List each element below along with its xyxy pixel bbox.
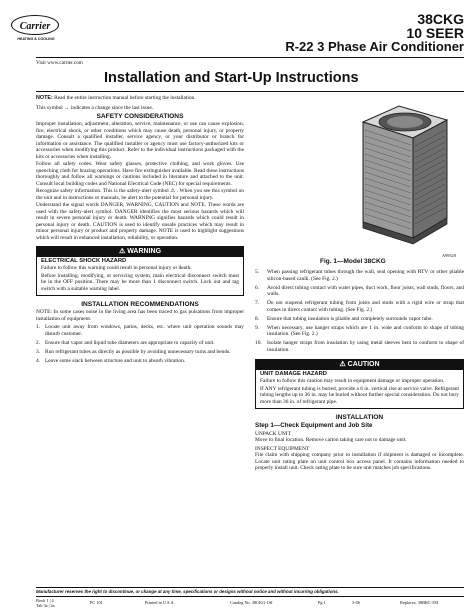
product-name: R-22 3 Phase Air Conditioner	[285, 39, 464, 54]
caution-heading: UNIT DAMAGE HAZARD	[260, 371, 327, 377]
carrier-logo	[11, 15, 59, 35]
title-rule	[36, 91, 464, 92]
caution-bar: ⚠ CAUTION	[256, 360, 463, 370]
list-item: 3. Run refrigerant tubes as directly as possible by avoiding unnecessary turns and bends.	[36, 348, 231, 355]
book-tab-box	[36, 598, 76, 608]
list-item: 8. Ensure that tubing insulation is pliable and completely surrounds vapor tube.	[255, 315, 433, 322]
website-link[interactable]: Visit www.carrier.com	[36, 60, 83, 66]
logo-subtitle: HEATING & COOLING	[17, 37, 55, 41]
safety-paragraph-3: Recognize safety information. This is the safety-alert symbol ⚠ . When you see this symbol on the unit and in instructions or manuals, be alert to the potential for personal injury.	[36, 188, 244, 201]
condenser-unit-drawing	[335, 100, 463, 250]
warning-text-1: Failure to follow this warning could result in personal injury or death.	[41, 265, 192, 271]
figure-code: A99528	[442, 253, 456, 258]
warning-text-2: Before installing, modifying, or servicing system, main electrical disconnect switch must be in the OFF position. There may be more than 1 disconnect switch. Lock out and tag switch with a suitable warning label.	[41, 272, 239, 292]
note-paragraph	[36, 95, 244, 102]
list-item: 10. Isolate hanger straps from insulation by using metal sleeves bent to conform to shape of insulation.	[255, 340, 464, 353]
unit-illustration	[335, 100, 463, 250]
safety-paragraph-4: Understand the signal words DANGER, WARNING, CAUTION and NOTE. These words are used with the safety-alert symbol. DANGER identifies the most serious hazards which will result in severe personal injury or death. WARNING signifies hazards which could result in personal injury or death. CAUTION is used to identify unsafe practices which may result in minor personal injury or product and property damage. NOTE is used to highlight suggestions which will result in enhanced installation, reliability, or operation.	[36, 202, 244, 241]
list-item: 7. Do not suspend refrigerant tubing from joists and studs with a rigid wire or strap that comes in direct contact with tubing. (See Fig. 2.)	[255, 300, 464, 313]
installation-heading: INSTALLATION	[335, 414, 384, 421]
list-item: 6. Avoid direct tubing contact with water pipes, duct work, floor joists, wall studs, floors, and walls.	[255, 284, 464, 297]
footer-printed: Printed in U.S.A.	[145, 600, 175, 605]
footer-page: Pg 1	[318, 600, 326, 605]
inspect-text: File claim with shipping company prior to installation if shipment is damaged or incomplete. Locate unit rating plate on unit control box access panel. It contains information needed to properly install unit. Check rating plate to be sure unit matches job specifications.	[255, 452, 464, 471]
list-item: 2. Ensure that vapor and liquid tube diameters are appropriate to capacity of unit.	[36, 339, 215, 346]
warning-heading: ELECTRICAL SHOCK HAZARD	[41, 258, 127, 264]
list-item: 4. Leave some slack between structure and unit to absorb vibration.	[36, 357, 186, 364]
safety-paragraph-1: Improper installation, adjustment, alteration, service, maintenance, or use can cause explosion, fire, electrical shock, or other conditions which may cause death, personal injury, or property damage. Consult a qualified installer, service agency, or your distributor or branch for information or assistance. The qualified installer or agency must use factory-authorized kits or accessories when modifying this product. Refer to the individual instructions packaged with the kits or accessories when installing.	[36, 121, 244, 160]
seer-rating: 10 SEER	[406, 25, 464, 41]
safety-heading: SAFETY CONSIDERATIONS	[96, 113, 184, 120]
tab-row: Tab 3a | 2a	[36, 603, 55, 608]
model-number: 38CKG	[417, 11, 464, 27]
footer-disclaimer: Manufacturer reserves the right to discontinue, or change at any time, specifications or designs without notice and without incurring obligations.	[36, 589, 339, 594]
inspect-heading: INSPECT EQUIPMENT	[255, 445, 310, 452]
footer-catalog: Catalog No. 38CKG-1SI	[230, 600, 273, 605]
warning-bar: ⚠ WARNING	[37, 247, 243, 257]
right-list	[255, 269, 464, 472]
book-row: Book 1 | 4	[36, 598, 54, 603]
footer-pc: PC 101	[90, 600, 103, 605]
change-symbol-text: This symbol → indicates a change since the last issue.	[36, 104, 154, 111]
caution-text-1: Failure to follow this caution may result in equipment damage or improper operation.	[260, 378, 445, 384]
figure-caption: Fig. 1—Model 38CKG	[320, 258, 386, 265]
left-column	[36, 95, 244, 367]
footer-rule	[36, 587, 464, 588]
header-rule	[36, 57, 464, 58]
safety-paragraph-2: Follow all safety codes. Wear safety glasses, protective clothing, and work gloves. Use quenching cloth for brazing operations. Have fire extinguisher available. Read these instructions thoroughly and follow all warnings or cautions included in literature and attached to the unit. Consult local building codes and National Electrical Code (NEC) for special requirements.	[36, 161, 244, 187]
logo-text: Carrier	[19, 21, 51, 32]
footer-replaces: Replaces: 38BRC-5SI	[400, 600, 439, 605]
caution-box	[255, 359, 464, 409]
footer-rule-2	[36, 596, 464, 597]
page-title: Installation and Start-Up Instructions	[104, 70, 359, 86]
install-note: NOTE: In some cases noise in the living area has been traced to gas pulsations from improper installation of equipment.	[36, 309, 244, 322]
unpack-text: Move to final location. Remove carton taking care not to damage unit.	[255, 437, 407, 443]
install-recommendations-heading: INSTALLATION RECOMMENDATIONS	[81, 301, 199, 308]
caution-text-2: If ANY refrigerant tubing is buried, provide a 6 in. vertical rise at service valve. Refrigerant tubing lengths up to 36 in. may be buried without further special consideration. Do not bury more than 36 in. of refrigerant pipe.	[260, 385, 459, 405]
note-label: NOTE:	[36, 95, 53, 101]
list-item: 9. When necessary, use hanger straps which are 1 in. wide and conform to shape of tubing insulation. (See Fig. 2.)	[255, 324, 464, 337]
footer-date: 3-06	[352, 600, 360, 605]
install-list	[36, 324, 244, 364]
unpack-heading: UNPACK UNIT	[255, 430, 291, 437]
list-item: 5. When passing refrigerant tubes through the wall, seal opening with RTV or other pliable silicon-based caulk. (See Fig. 2.)	[255, 269, 464, 282]
step-1-heading: Step 1—Check Equipment and Job Site	[255, 422, 373, 429]
note-text: Read the entire instruction manual before starting the installation.	[54, 95, 196, 101]
list-item: 1. Locate unit away from windows, patios, decks, etc. where unit operation sounds may disturb customer.	[36, 324, 244, 337]
warning-box	[36, 246, 244, 296]
